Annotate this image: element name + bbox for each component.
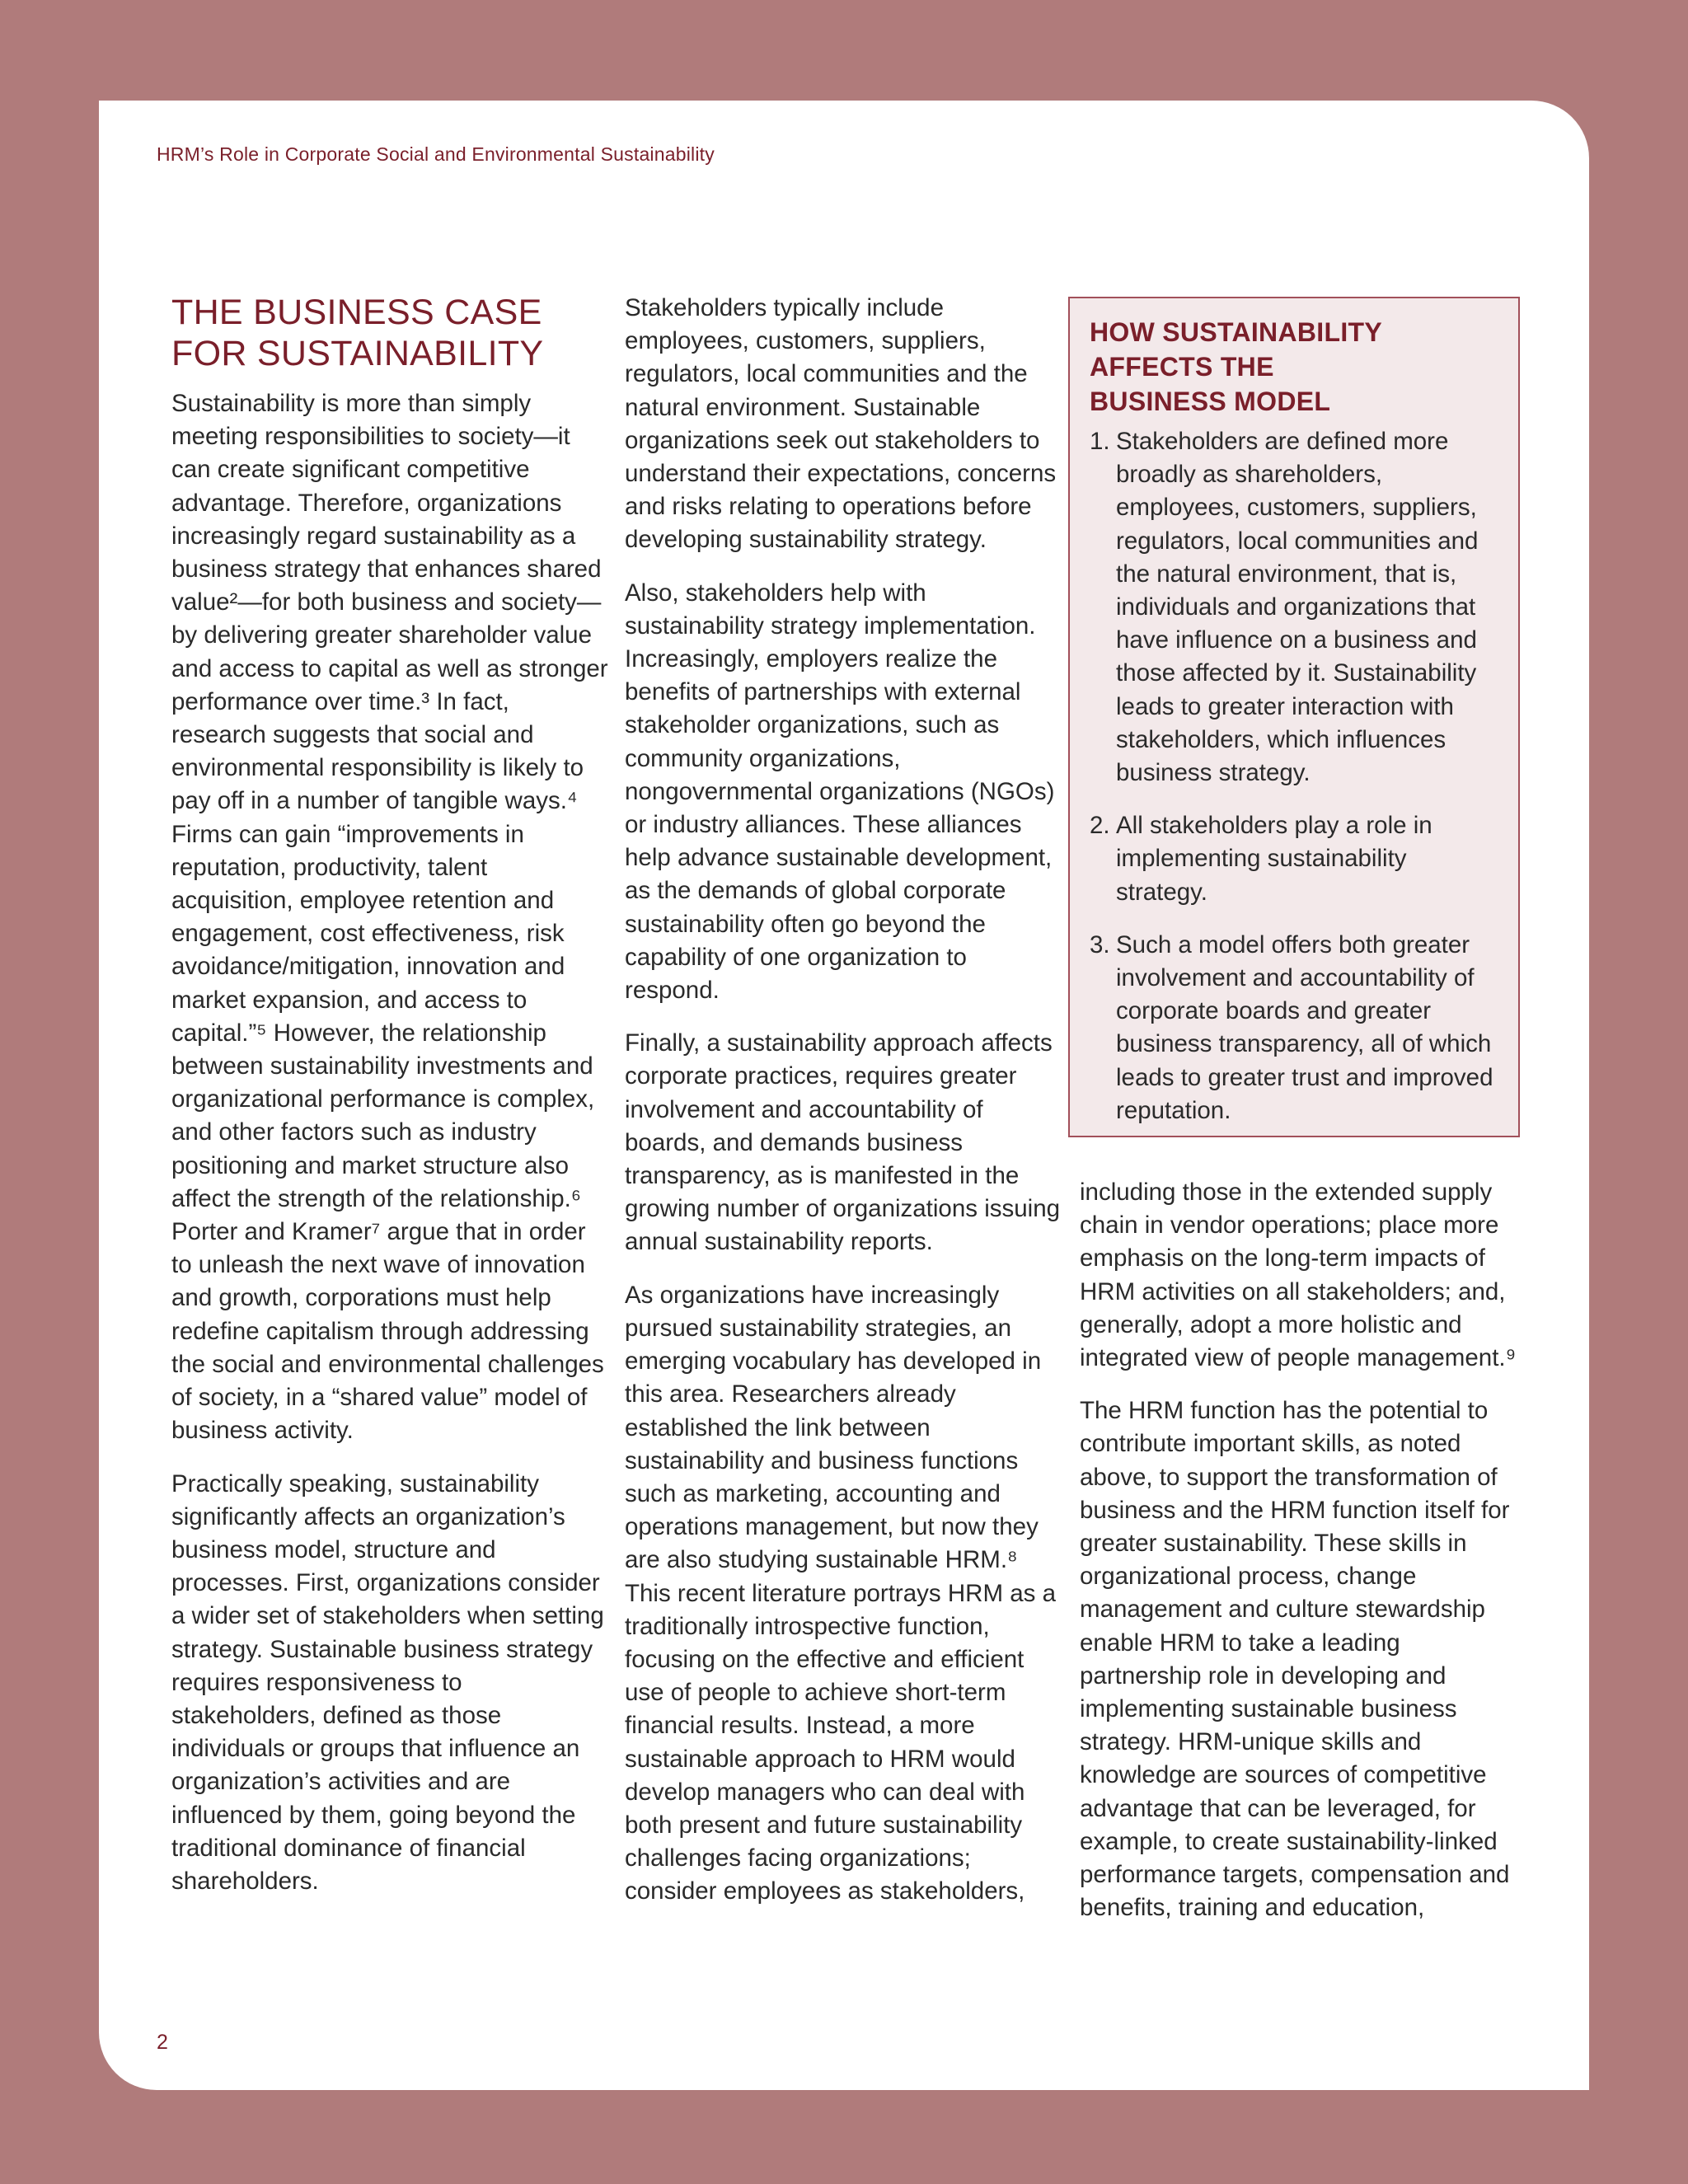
page-number: 2	[157, 2031, 168, 2054]
list-item-number: 1.	[1090, 428, 1110, 455]
list-item-number: 3.	[1090, 930, 1110, 958]
paragraph: Also, stakeholders help with sustainability strategy implementation. Increasingly, employers realize the benefits of partnerships with external stakeholder organizations, such as community organizations, nongovernmental organizations (NGOs) or industry alliances. These alliances help advance sustainable development, as the demands of global corporate sustainability often go beyond the capability of one organization to respond.	[625, 579, 1055, 1005]
list-item-number: 2.	[1090, 812, 1110, 840]
paragraph: Sustainability is more than simply meeting responsibilities to society—it can create significant competitive advantage. Therefore, organizations increasingly regard sustainability as a business strategy that enhances shared value²—for both business and society—by delivering greater shareholder value and access to capital as well as stronger performance over time.³ In fact, research suggests that social and environmental responsibility is likely to pay off in a number of tangible ways.⁴ Firms can gain “improvements in reputation, productivity, talent acquisition, employee retention and engagement, cost effectiveness, risk avoidance/mitigation, innovation and market expansion, and access to capital.”⁵ However, the relationship between sustainability investments and organizational performance is complex, and other factors such as industry positioning and market structure also affect the strength of the relationship.⁶ Porter and Kramer⁷ argue that in order to unleash the next wave of innovation and growth, corporations must help redefine capitalism through addressing the social and environmental challenges of society, in a “shared value” model of business activity.	[171, 390, 608, 1445]
sidebar-title-line2: AFFECTS THE	[1090, 352, 1274, 382]
section-heading-line2: FOR SUSTAINABILITY	[171, 334, 544, 373]
running-header: HRM’s Role in Corporate Social and Environmental Sustainability	[157, 143, 715, 165]
document-page	[99, 101, 1589, 2090]
list-item-text: All stakeholders play a role in implementing sustainability strategy.	[1116, 812, 1432, 906]
column-right	[1080, 1176, 1517, 1944]
section-heading	[171, 292, 608, 374]
sidebar-title-line1: HOW SUSTAINABILITY	[1090, 317, 1383, 347]
list-item-text: Stakeholders are defined more broadly as shareholders, employees, customers, suppliers, regulators, local communities and the natural environment, that is, individuals and organizations that have influence on a business and those affected by it. Sustainability leads to greater interaction with stakeholders, which influences business strategy.	[1116, 428, 1479, 787]
list-item-text: Such a model offers both greater involvement and accountability of corporate boards and greater business transparency, all of which leads to greater trust and improved reputation.	[1116, 930, 1493, 1124]
sidebar-box	[1068, 297, 1520, 1137]
list-item	[1090, 809, 1500, 909]
list-item	[1090, 929, 1500, 1127]
paragraph: As organizations have increasingly pursued sustainability strategies, an emerging vocabulary has developed in this area. Researchers already established the link between sustainability and business functions such as marketing, accounting and operations management, but now they are also studying sustainable HRM.⁸ This recent literature portrays HRM as a traditionally introspective function, focusing on the effective and efficient use of people to achieve short-term financial results. Instead, a more sustainable approach to HRM would develop managers who can deal with both present and future sustainability challenges facing organizations; consider employees as stakeholders,	[625, 1281, 1056, 1905]
column-middle	[625, 292, 1062, 1929]
paragraph: Practically speaking, sustainability significantly affects an organization’s business model, structure and processes. First, organizations consider a wider set of stakeholders when setting strategy. Sustainable business strategy requires responsiveness to stakeholders, defined as those individuals or groups that influence an organization’s activities and are influenced by them, going beyond the traditional dominance of financial shareholders.	[171, 1469, 604, 1895]
sidebar-title	[1090, 315, 1500, 419]
paragraph: Stakeholders typically include employees, customers, suppliers, regulators, local communities and the natural environment. Sustainable organizations seek out stakeholders to understand their expectations, concerns and risks relating to operations before developing sustainability strategy.	[625, 294, 1057, 554]
section-heading-line1: THE BUSINESS CASE	[171, 293, 542, 332]
sidebar-title-line3: BUSINESS MODEL	[1090, 387, 1331, 416]
list-item	[1090, 425, 1500, 790]
paragraph: Finally, a sustainability approach affects corporate practices, requires greater involvement and accountability of boards, and demands business transparency, as is manifested in the growing number of organizations issuing annual sustainability reports.	[625, 1029, 1061, 1256]
paragraph: including those in the extended supply chain in vendor operations; place more emphasis on the long-term impacts of HRM activities on all stakeholders; and, generally, adopt a more holistic and integrated view of people management.⁹	[1080, 1179, 1517, 1372]
sidebar-list	[1090, 425, 1500, 1127]
paragraph: The HRM function has the potential to contribute important skills, as noted above, to support the transformation of business and the HRM function itself for greater sustainability. These skills in organizational process, change management and culture stewardship enable HRM to take a leading partnership role in developing and implementing sustainable business strategy. HRM-unique skills and knowledge are sources of competitive advantage that can be leveraged, for example, to create sustainability-linked performance targets, compensation and benefits, training and education,	[1080, 1397, 1510, 1922]
column-left	[171, 292, 608, 1918]
